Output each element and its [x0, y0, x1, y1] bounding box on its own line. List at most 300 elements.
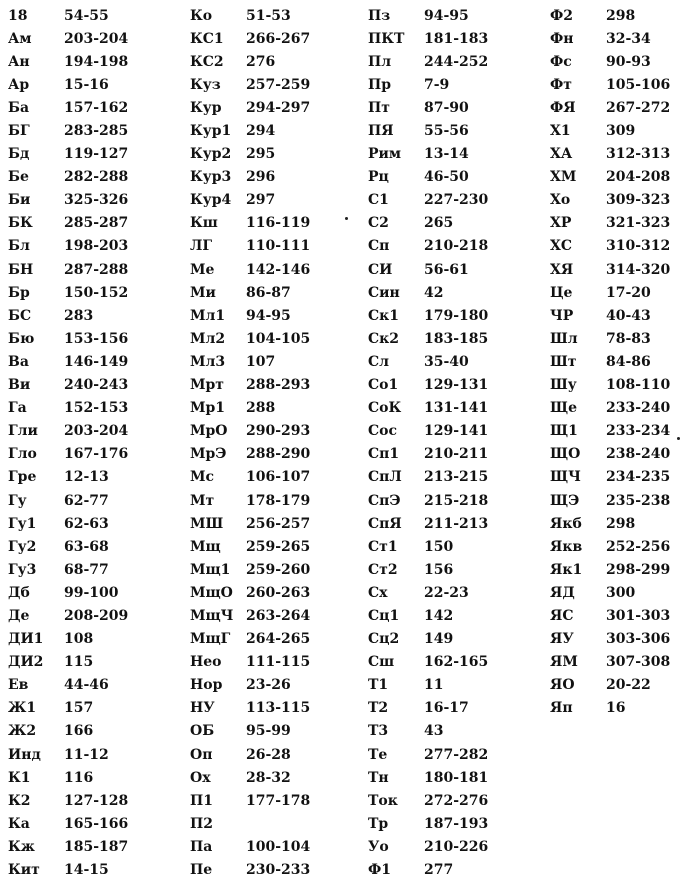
entry-pages: 166: [64, 723, 94, 740]
entry-abbreviation: ЯМ: [550, 654, 578, 671]
entry-pages: 290-293: [246, 423, 311, 440]
entry-abbreviation: К2: [8, 792, 31, 809]
index-entry: [8, 235, 178, 258]
index-entry: [8, 258, 178, 281]
index-entry: [8, 766, 178, 789]
entry-abbreviation: Щ1: [550, 423, 578, 440]
index-entry: [8, 720, 178, 743]
index-entry: [8, 327, 178, 350]
entry-pages: 260-263: [246, 584, 311, 601]
index-entry: [368, 558, 538, 581]
index-entry: [190, 350, 360, 373]
entry-abbreviation: Ви: [8, 377, 31, 394]
entry-pages: 307-308: [606, 654, 671, 671]
entry-abbreviation: БГ: [8, 123, 30, 140]
entry-pages: 153-156: [64, 330, 129, 347]
entry-abbreviation: Ф1: [368, 862, 392, 879]
index-entry: [8, 50, 178, 73]
entry-pages: 257-259: [246, 76, 311, 93]
index-entry: [190, 812, 360, 835]
entry-pages: 87-90: [424, 99, 469, 116]
entry-abbreviation: Тр: [368, 815, 389, 832]
index-entry: [190, 4, 360, 27]
index-entry: [190, 327, 360, 350]
entry-abbreviation: БК: [8, 215, 33, 232]
entry-abbreviation: ЛГ: [190, 238, 213, 255]
entry-abbreviation: МрЭ: [190, 446, 227, 463]
entry-abbreviation: Дб: [8, 584, 30, 601]
entry-pages: 11: [424, 677, 444, 694]
entry-pages: 183-185: [424, 330, 489, 347]
entry-abbreviation: СИ: [368, 261, 393, 278]
entry-abbreviation: Пл: [368, 53, 392, 70]
entry-pages: 108-110: [606, 377, 671, 394]
entry-pages: 56-61: [424, 261, 469, 278]
index-entry: [8, 166, 178, 189]
index-entry: [8, 697, 178, 720]
entry-abbreviation: Гли: [8, 423, 38, 440]
entry-abbreviation: Гу: [8, 492, 27, 509]
entry-pages: 55-56: [424, 123, 469, 140]
entry-abbreviation: Кш: [190, 215, 218, 232]
entry-abbreviation: Сц1: [368, 607, 400, 624]
entry-pages: 294-297: [246, 99, 311, 116]
entry-pages: 194-198: [64, 53, 129, 70]
entry-pages: 256-257: [246, 515, 311, 532]
index-entry: [550, 189, 683, 212]
entry-abbreviation: П1: [190, 792, 213, 809]
entry-pages: 276: [246, 53, 276, 70]
entry-abbreviation: Мт: [190, 492, 215, 509]
index-entry: [190, 443, 360, 466]
index-entry: [190, 743, 360, 766]
entry-pages: 277: [424, 862, 454, 879]
index-entry: [368, 235, 538, 258]
index-entry: [8, 604, 178, 627]
index-entry: [190, 512, 360, 535]
entry-abbreviation: Сш: [368, 654, 395, 671]
index-entry: [368, 697, 538, 720]
entry-pages: 178-179: [246, 492, 311, 509]
index-entry: [8, 73, 178, 96]
entry-abbreviation: Те: [368, 746, 388, 763]
entry-pages: 113-115: [246, 700, 311, 717]
index-entry: [8, 96, 178, 119]
index-entry: [550, 304, 683, 327]
entry-abbreviation: Кур1: [190, 123, 232, 140]
index-entry: [368, 119, 538, 142]
entry-abbreviation: Пе: [190, 862, 213, 879]
entry-pages: 32-34: [606, 30, 651, 47]
entry-pages: 259-260: [246, 561, 311, 578]
index-entry: [8, 628, 178, 651]
entry-pages: 208-209: [64, 607, 129, 624]
entry-pages: 16-17: [424, 700, 469, 717]
entry-pages: 131-141: [424, 400, 489, 417]
entry-pages: 180-181: [424, 769, 489, 786]
entry-pages: 108: [64, 631, 94, 648]
index-entry: [550, 443, 683, 466]
index-entry: [190, 50, 360, 73]
entry-pages: 303-306: [606, 631, 671, 648]
index-entry: [190, 374, 360, 397]
index-entry: [550, 581, 683, 604]
entry-abbreviation: Це: [550, 284, 573, 301]
entry-pages: 309: [606, 123, 636, 140]
entry-pages: 146-149: [64, 353, 129, 370]
entry-pages: 198-203: [64, 238, 129, 255]
index-entry: [190, 258, 360, 281]
index-entry: [8, 143, 178, 166]
entry-pages: 26-28: [246, 746, 291, 763]
entry-abbreviation: ХЯ: [550, 261, 574, 278]
entry-abbreviation: ХМ: [550, 169, 577, 186]
index-entry: [550, 374, 683, 397]
entry-abbreviation: Ще: [550, 400, 578, 417]
entry-pages: 210-211: [424, 446, 489, 463]
index-entry: [190, 835, 360, 858]
index-entry: [550, 489, 683, 512]
index-entry: [8, 189, 178, 212]
entry-abbreviation: Фн: [550, 30, 574, 47]
index-entry: [550, 512, 683, 535]
index-entry: [190, 651, 360, 674]
entry-pages: 259-265: [246, 538, 311, 555]
entry-pages: 35-40: [424, 353, 469, 370]
entry-pages: 104-105: [246, 330, 311, 347]
entry-abbreviation: Ст2: [368, 561, 398, 578]
entry-pages: 142-146: [246, 261, 311, 278]
entry-pages: 301-303: [606, 607, 671, 624]
entry-abbreviation: Пз: [368, 7, 391, 24]
entry-pages: 230-233: [246, 862, 311, 879]
index-entry: [190, 604, 360, 627]
entry-pages: 213-215: [424, 469, 489, 486]
entry-pages: 110-111: [246, 238, 311, 255]
entry-pages: 298-299: [606, 561, 671, 578]
entry-abbreviation: Ск1: [368, 307, 399, 324]
index-entry: [368, 166, 538, 189]
entry-abbreviation: Ох: [190, 769, 211, 786]
index-entry: [8, 350, 178, 373]
entry-pages: 227-230: [424, 192, 489, 209]
index-entry: [368, 304, 538, 327]
entry-abbreviation: Пт: [368, 99, 390, 116]
index-entry: [190, 119, 360, 142]
entry-pages: 157: [64, 700, 94, 717]
index-entry: [190, 235, 360, 258]
entry-pages: 142: [424, 607, 454, 624]
entry-abbreviation: КС1: [190, 30, 224, 47]
entry-abbreviation: Ам: [8, 30, 32, 47]
index-entry: [550, 327, 683, 350]
entry-pages: 14-15: [64, 862, 109, 879]
entry-abbreviation: Ме: [190, 261, 215, 278]
entry-pages: 233-240: [606, 400, 671, 417]
entry-pages: 62-63: [64, 515, 109, 532]
entry-pages: 17-20: [606, 284, 651, 301]
index-entry: [190, 189, 360, 212]
entry-abbreviation: ЯО: [550, 677, 575, 694]
entry-pages: 94-95: [246, 307, 291, 324]
entry-abbreviation: Бе: [8, 169, 29, 186]
entry-abbreviation: Ф2: [550, 7, 574, 24]
index-entry: [550, 258, 683, 281]
entry-abbreviation: Ка: [8, 815, 30, 832]
index-entry: [8, 581, 178, 604]
entry-pages: 157-162: [64, 99, 129, 116]
entry-abbreviation: Мс: [190, 469, 215, 486]
entry-abbreviation: Ж1: [8, 700, 37, 717]
entry-pages: 321-323: [606, 215, 671, 232]
index-entry: [190, 281, 360, 304]
entry-abbreviation: Инд: [8, 746, 41, 763]
entry-pages: 181-183: [424, 30, 489, 47]
index-entry: [190, 628, 360, 651]
entry-pages: 325-326: [64, 192, 129, 209]
entry-pages: 16: [606, 700, 626, 717]
index-entry: [368, 789, 538, 812]
entry-pages: 149: [424, 631, 454, 648]
index-entry: [368, 189, 538, 212]
index-entry: [8, 812, 178, 835]
entry-pages: 20-22: [606, 677, 651, 694]
entry-abbreviation: МщО: [190, 584, 233, 601]
entry-abbreviation: Фт: [550, 76, 572, 93]
entry-abbreviation: Сл: [368, 353, 390, 370]
index-entry: [368, 212, 538, 235]
index-entry: [8, 420, 178, 443]
index-entry: [368, 535, 538, 558]
entry-abbreviation: Ар: [8, 76, 30, 93]
entry-abbreviation: С1: [368, 192, 389, 209]
entry-pages: 63-68: [64, 538, 109, 555]
entry-abbreviation: Ва: [8, 353, 29, 370]
print-speck: [345, 217, 348, 220]
index-entry: [368, 581, 538, 604]
entry-pages: 11-12: [64, 746, 109, 763]
entry-abbreviation: Бл: [8, 238, 30, 255]
index-entry: [368, 420, 538, 443]
index-entry: [550, 651, 683, 674]
index-entry: [8, 535, 178, 558]
entry-pages: 46-50: [424, 169, 469, 186]
entry-abbreviation: Якв: [550, 538, 583, 555]
entry-abbreviation: Мр1: [190, 400, 226, 417]
entry-abbreviation: ЩЭ: [550, 492, 580, 509]
entry-abbreviation: СпЛ: [368, 469, 402, 486]
index-entry: [8, 4, 178, 27]
entry-pages: 7-9: [424, 76, 450, 93]
index-entry: [368, 4, 538, 27]
entry-abbreviation: Мщ: [190, 538, 221, 555]
index-entry: [368, 512, 538, 535]
entry-pages: 150-152: [64, 284, 129, 301]
entry-abbreviation: Х1: [550, 123, 571, 140]
index-entry: [8, 789, 178, 812]
entry-abbreviation: КС2: [190, 53, 224, 70]
entry-pages: 177-178: [246, 792, 311, 809]
entry-abbreviation: ХС: [550, 238, 573, 255]
entry-abbreviation: МрО: [190, 423, 228, 440]
entry-pages: 263-264: [246, 607, 311, 624]
index-entry: [8, 674, 178, 697]
entry-abbreviation: ХР: [550, 215, 572, 232]
entry-abbreviation: Пр: [368, 76, 392, 93]
print-speck: [677, 437, 680, 440]
entry-pages: 288-290: [246, 446, 311, 463]
index-entry: [190, 697, 360, 720]
index-entry: [368, 466, 538, 489]
entry-pages: 115: [64, 654, 94, 671]
entry-abbreviation: Де: [8, 607, 30, 624]
entry-abbreviation: Т3: [368, 723, 389, 740]
entry-pages: 22-23: [424, 584, 469, 601]
index-entry: [8, 119, 178, 142]
index-entry: [550, 4, 683, 27]
entry-pages: 129-141: [424, 423, 489, 440]
entry-pages: 54-55: [64, 7, 109, 24]
entry-pages: 267-272: [606, 99, 671, 116]
entry-pages: 100-104: [246, 838, 311, 855]
entry-abbreviation: Нор: [190, 677, 223, 694]
index-entry: [550, 96, 683, 119]
entry-pages: 12-13: [64, 469, 109, 486]
index-entry: [368, 651, 538, 674]
entry-pages: 283: [64, 307, 94, 324]
entry-abbreviation: Ток: [368, 792, 398, 809]
entry-pages: 285-287: [64, 215, 129, 232]
entry-abbreviation: МщГ: [190, 631, 231, 648]
index-entry: [550, 697, 683, 720]
entry-abbreviation: Гу1: [8, 515, 37, 532]
entry-pages: 264-265: [246, 631, 311, 648]
index-entry: [190, 73, 360, 96]
entry-pages: 314-320: [606, 261, 671, 278]
index-entry: [550, 350, 683, 373]
index-entry: [368, 50, 538, 73]
entry-abbreviation: Як1: [550, 561, 583, 578]
entry-pages: 204-208: [606, 169, 671, 186]
index-entry: [8, 374, 178, 397]
entry-pages: 215-218: [424, 492, 489, 509]
index-entry: [190, 166, 360, 189]
entry-pages: 62-77: [64, 492, 109, 509]
entry-pages: 116: [64, 769, 94, 786]
index-entry: [550, 281, 683, 304]
entry-abbreviation: ПКТ: [368, 30, 405, 47]
entry-pages: 266-267: [246, 30, 311, 47]
entry-abbreviation: Бд: [8, 146, 30, 163]
entry-abbreviation: Т2: [368, 700, 389, 717]
entry-pages: 106-107: [246, 469, 311, 486]
index-entry: [190, 304, 360, 327]
entry-pages: 105-106: [606, 76, 671, 93]
index-entry: [550, 604, 683, 627]
entry-abbreviation: Ст1: [368, 538, 398, 555]
entry-pages: 298: [606, 7, 636, 24]
entry-abbreviation: Ко: [190, 7, 213, 24]
entry-pages: 150: [424, 538, 454, 555]
entry-abbreviation: СпЯ: [368, 515, 402, 532]
entry-pages: 162-165: [424, 654, 489, 671]
entry-abbreviation: Рим: [368, 146, 402, 163]
entry-abbreviation: Гло: [8, 446, 37, 463]
entry-abbreviation: Тн: [368, 769, 389, 786]
index-entry: [368, 720, 538, 743]
entry-abbreviation: 18: [8, 7, 28, 24]
entry-pages: 203-204: [64, 30, 129, 47]
entry-abbreviation: Оп: [190, 746, 213, 763]
entry-pages: 294: [246, 123, 276, 140]
entry-pages: 296: [246, 169, 276, 186]
index-entry: [190, 143, 360, 166]
entry-abbreviation: ОБ: [190, 723, 215, 740]
entry-abbreviation: ДИ2: [8, 654, 44, 671]
entry-abbreviation: Мл2: [190, 330, 226, 347]
index-entry: [190, 558, 360, 581]
index-entry: [8, 858, 178, 881]
entry-abbreviation: Па: [190, 838, 213, 855]
index-entry: [8, 835, 178, 858]
entry-pages: 90-93: [606, 53, 651, 70]
entry-abbreviation: Рц: [368, 169, 389, 186]
entry-pages: 235-238: [606, 492, 671, 509]
entry-pages: 167-176: [64, 446, 129, 463]
entry-abbreviation: ПЯ: [368, 123, 394, 140]
entry-abbreviation: Уо: [368, 838, 389, 855]
index-entry: [368, 674, 538, 697]
index-entry: [368, 858, 538, 881]
entry-pages: 84-86: [606, 353, 651, 370]
entry-pages: 94-95: [424, 7, 469, 24]
entry-abbreviation: Яп: [550, 700, 573, 717]
entry-pages: 127-128: [64, 792, 129, 809]
index-column-4: [550, 4, 683, 720]
entry-pages: 44-46: [64, 677, 109, 694]
entry-abbreviation: Сх: [368, 584, 388, 601]
entry-pages: 185-187: [64, 838, 129, 855]
index-entry: [550, 50, 683, 73]
index-entry: [8, 651, 178, 674]
index-entry: [8, 212, 178, 235]
entry-abbreviation: Ск2: [368, 330, 399, 347]
index-entry: [550, 420, 683, 443]
entry-abbreviation: Гу2: [8, 538, 37, 555]
entry-pages: 210-226: [424, 838, 489, 855]
entry-pages: 95-99: [246, 723, 291, 740]
index-entry: [190, 535, 360, 558]
entry-abbreviation: Гу3: [8, 561, 37, 578]
entry-pages: 298: [606, 515, 636, 532]
index-entry: [190, 96, 360, 119]
index-entry: [190, 489, 360, 512]
entry-pages: 288-293: [246, 377, 311, 394]
entry-abbreviation: Якб: [550, 515, 582, 532]
entry-abbreviation: Сп1: [368, 446, 400, 463]
entry-pages: 295: [246, 146, 276, 163]
index-entry: [368, 374, 538, 397]
entry-abbreviation: ХА: [550, 146, 573, 163]
entry-pages: 310-312: [606, 238, 671, 255]
entry-abbreviation: ФЯ: [550, 99, 576, 116]
entry-abbreviation: Сп: [368, 238, 390, 255]
index-entry: [190, 766, 360, 789]
index-entry: [8, 443, 178, 466]
entry-abbreviation: Ев: [8, 677, 29, 694]
entry-pages: 288: [246, 400, 276, 417]
index-entry: [8, 281, 178, 304]
